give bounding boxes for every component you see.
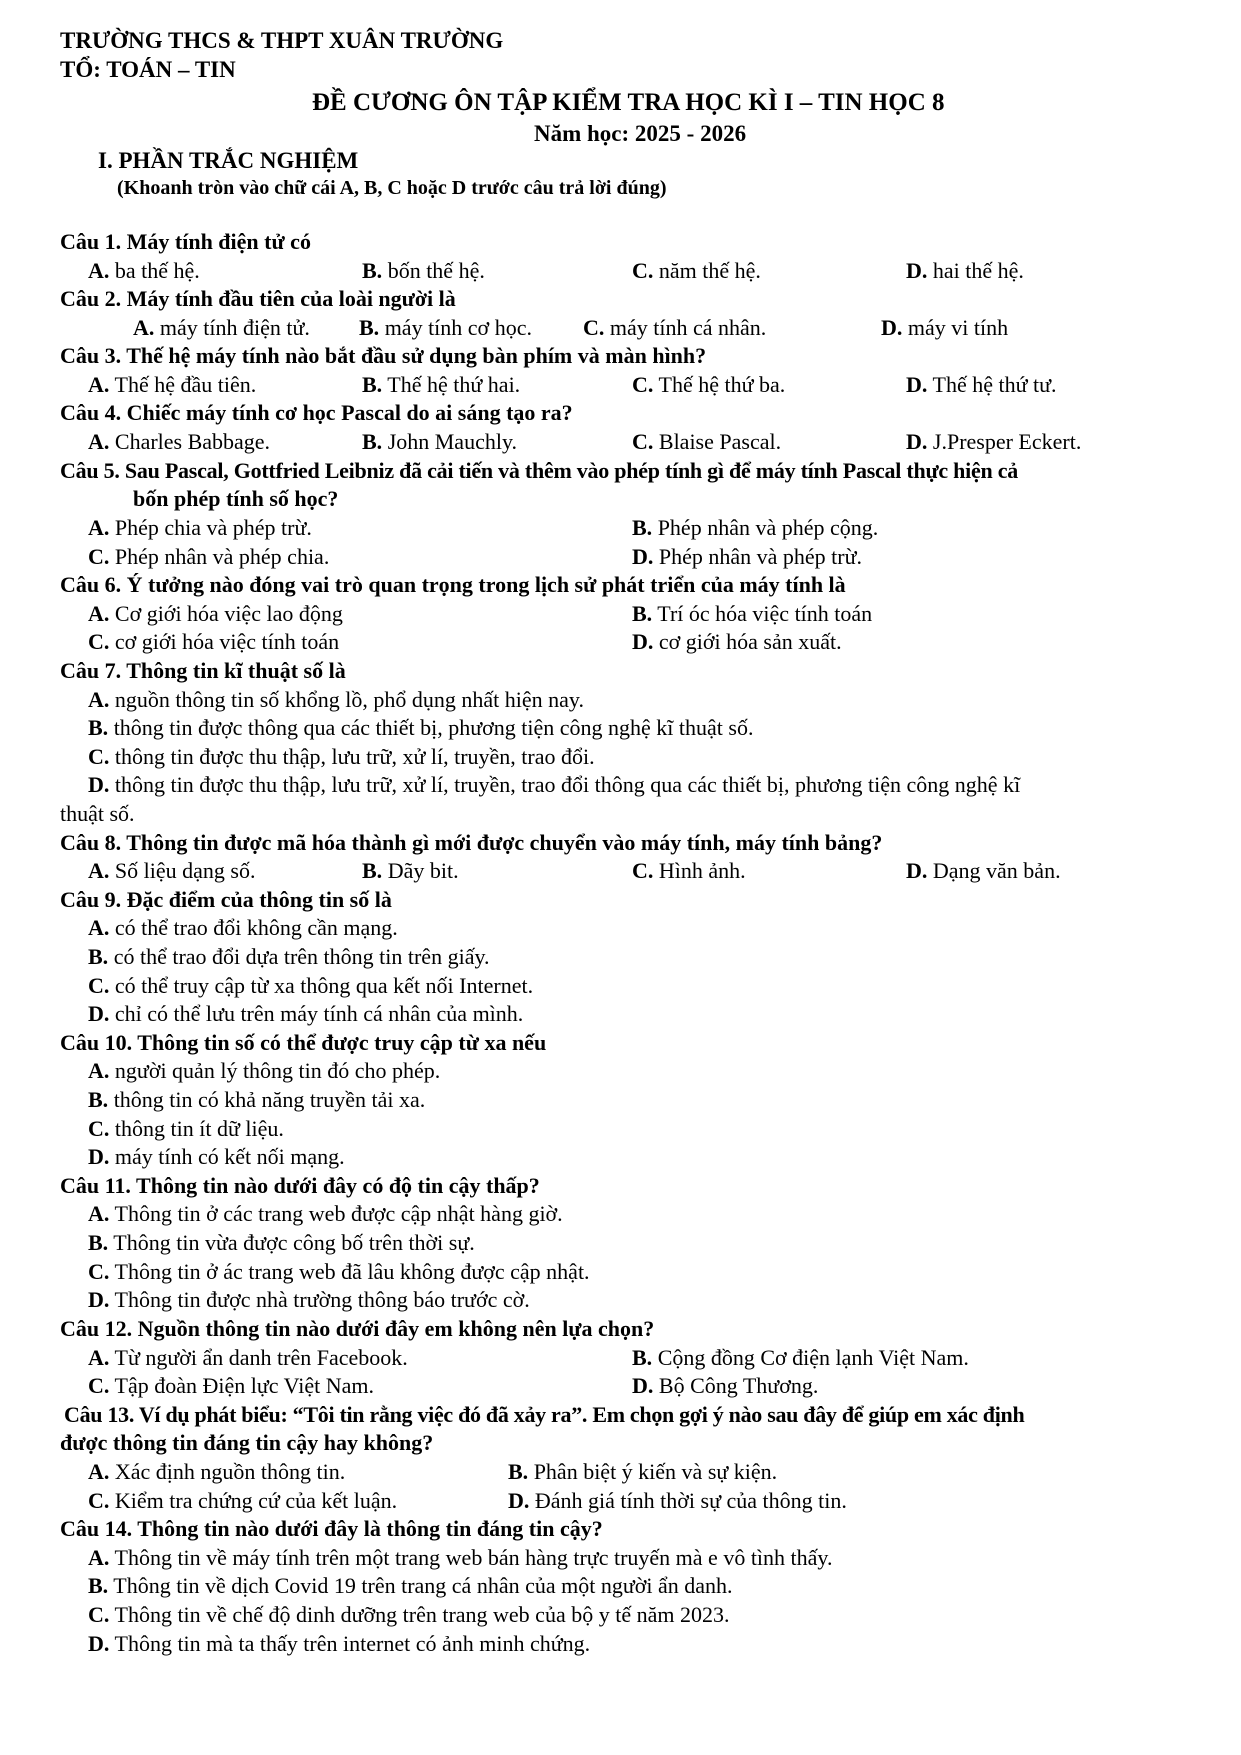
question-option-14d: D. Thông tin mà ta thấy trên internet có ảnh minh chứng. — [88, 1631, 591, 1656]
question-option-10d: D. máy tính có kết nối mạng. — [88, 1144, 345, 1169]
section-instruction: (Khoanh tròn vào chữ cái A, B, C hoặc D trước câu trả lời đúng) — [117, 177, 667, 199]
question-options-5-row1 — [0, 515, 1241, 544]
question-option-14b: B. Thông tin về dịch Covid 19 trên trang cá nhân của một người ẩn danh. — [88, 1573, 733, 1598]
option-a: A. Số liệu dạng số. — [88, 858, 256, 883]
option-d: D. Dạng văn bản. — [906, 858, 1061, 883]
page-title: ĐỀ CƯƠNG ÔN TẬP KIỂM TRA HỌC KÌ I – TIN HỌC 8 — [312, 89, 945, 116]
option-a: A. máy tính điện tử. — [133, 315, 310, 340]
question-stem-9: Câu 9. Đặc điểm của thông tin số là — [60, 887, 392, 912]
option-d: D. hai thế hệ. — [906, 258, 1024, 283]
option-a: A. Charles Babbage. — [88, 429, 271, 454]
question-stem-6: Câu 6. Ý tưởng nào đóng vai trò quan trọng trong lịch sử phát triển của máy tính là — [60, 572, 846, 597]
question-options-2 — [0, 315, 1241, 344]
option-b: B. Trí óc hóa việc tính toán — [632, 601, 873, 626]
question-options-13-row2 — [0, 1488, 1241, 1517]
question-options-13-row1 — [0, 1459, 1241, 1488]
option-c: C. máy tính cá nhân. — [583, 315, 767, 340]
school-year: Năm học: 2025 - 2026 — [534, 121, 747, 146]
question-options-3 — [0, 372, 1241, 401]
question-options-12-row2 — [0, 1373, 1241, 1402]
option-a: A. Cơ giới hóa việc lao động — [88, 601, 343, 626]
option-b: B. máy tính cơ học. — [359, 315, 532, 340]
option-a: A. Từ người ẩn danh trên Facebook. — [88, 1345, 408, 1370]
question-options-12-row1 — [0, 1345, 1241, 1374]
question-stem-14: Câu 14. Thông tin nào dưới đây là thông tin đáng tin cậy? — [60, 1516, 603, 1541]
option-c: C. Kiểm tra chứng cứ của kết luận. — [88, 1488, 398, 1513]
question-option-11c: C. Thông tin ở ác trang web đã lâu không được cập nhật. — [88, 1259, 590, 1284]
option-b: B. Thế hệ thứ hai. — [362, 372, 521, 397]
question-option-10b: B. thông tin có khả năng truyền tải xa. — [88, 1087, 426, 1112]
option-d: D. Thế hệ thứ tư. — [906, 372, 1057, 397]
question-option-11b: B. Thông tin vừa được công bố trên thời sự. — [88, 1230, 475, 1255]
question-stem-2: Câu 2. Máy tính đầu tiên của loài người là — [60, 286, 456, 311]
option-a: A. ba thế hệ. — [88, 258, 200, 283]
option-c: C. Thế hệ thứ ba. — [632, 372, 786, 397]
question-options-5-row2 — [0, 544, 1241, 573]
question-option-7b: B. thông tin được thông qua các thiết bị, phương tiện công nghệ kĩ thuật số. — [88, 715, 754, 740]
question-option-14c: C. Thông tin về chế độ dinh dưỡng trên trang web của bộ y tế năm 2023. — [88, 1602, 730, 1627]
question-options-1 — [0, 258, 1241, 287]
option-d: D. Đánh giá tính thời sự của thông tin. — [508, 1488, 847, 1513]
question-stem-13: Câu 13. Ví dụ phát biểu: “Tôi tin rằng việc đó đã xảy ra”. Em chọn gợi ý nào sau đây để giúp em xác định — [64, 1402, 1025, 1427]
option-b: B. Phép nhân và phép cộng. — [632, 515, 879, 540]
question-option-11a: A. Thông tin ở các trang web được cập nhật hàng giờ. — [88, 1201, 563, 1226]
question-stem-11: Câu 11. Thông tin nào dưới đây có độ tin cậy thấp? — [60, 1173, 540, 1198]
question-option-9c: C. có thể truy cập từ xa thông qua kết nối Internet. — [88, 973, 534, 998]
section-heading: I. PHẦN TRẮC NGHIỆM — [98, 148, 359, 173]
option-d: D. Phép nhân và phép trừ. — [632, 544, 863, 569]
question-options-4 — [0, 429, 1241, 458]
option-d: D. Bộ Công Thương. — [632, 1373, 819, 1398]
option-c: C. Blaise Pascal. — [632, 429, 782, 454]
option-a: A. Xác định nguồn thông tin. — [88, 1459, 346, 1484]
question-option-7c: C. thông tin được thu thập, lưu trữ, xử lí, truyền, trao đổi. — [88, 744, 595, 769]
question-option-7d-cont: thuật số. — [60, 801, 135, 826]
option-b: B. Phân biệt ý kiến và sự kiện. — [508, 1459, 778, 1484]
question-option-9d: D. chỉ có thể lưu trên máy tính cá nhân của mình. — [88, 1001, 524, 1026]
option-d: D. cơ giới hóa sản xuất. — [632, 629, 842, 654]
question-stem-4: Câu 4. Chiếc máy tính cơ học Pascal do ai sáng tạo ra? — [60, 400, 573, 425]
option-b: B. Cộng đồng Cơ điện lạnh Việt Nam. — [632, 1345, 969, 1370]
question-stem-12: Câu 12. Nguồn thông tin nào dưới đây em không nên lựa chọn? — [60, 1316, 655, 1341]
option-c: C. Hình ảnh. — [632, 858, 746, 883]
question-stem-5: Câu 5. Sau Pascal, Gottfried Leibniz đã cải tiến và thêm vào phép tính gì để máy tính Pascal thực hiện cả — [60, 458, 1019, 483]
question-options-6-row1 — [0, 601, 1241, 630]
option-a: A. Thế hệ đầu tiên. — [88, 372, 257, 397]
question-option-7d: D. thông tin được thu thập, lưu trữ, xử lí, truyền, trao đổi thông qua các thiết bị, phương tiện công nghệ kĩ — [88, 772, 1021, 797]
question-option-9b: B. có thể trao đổi dựa trên thông tin trên giấy. — [88, 944, 490, 969]
question-option-10c: C. thông tin ít dữ liệu. — [88, 1116, 284, 1141]
question-option-14a: A. Thông tin về máy tính trên một trang web bán hàng trực truyến mà e vô tình thấy. — [88, 1545, 833, 1570]
question-option-7a: A. nguồn thông tin số khổng lồ, phổ dụng nhất hiện nay. — [88, 687, 584, 712]
question-stem-10: Câu 10. Thông tin số có thể được truy cập từ xa nếu — [60, 1030, 547, 1055]
option-b: B. John Mauchly. — [362, 429, 518, 454]
option-a: A. Phép chia và phép trừ. — [88, 515, 312, 540]
question-option-11d: D. Thông tin được nhà trường thông báo trước cờ. — [88, 1287, 530, 1312]
option-c: C. cơ giới hóa việc tính toán — [88, 629, 340, 654]
question-stem-13-cont: được thông tin đáng tin cậy hay không? — [60, 1430, 434, 1455]
option-c: C. Phép nhân và phép chia. — [88, 544, 330, 569]
department-name: TỔ: TOÁN – TIN — [60, 57, 236, 82]
question-stem-8: Câu 8. Thông tin được mã hóa thành gì mới được chuyển vào máy tính, máy tính bảng? — [60, 830, 883, 855]
option-b: B. bốn thế hệ. — [362, 258, 485, 283]
question-options-8 — [0, 858, 1241, 887]
question-stem-1: Câu 1. Máy tính điện tử có — [60, 229, 311, 254]
question-stem-5-cont: bốn phép tính số học? — [133, 486, 339, 511]
option-c: C. Tập đoàn Điện lực Việt Nam. — [88, 1373, 374, 1398]
option-b: B. Dãy bit. — [362, 858, 459, 883]
school-name: TRƯỜNG THCS & THPT XUÂN TRƯỜNG — [60, 28, 504, 53]
option-d: D. máy vi tính — [881, 315, 1009, 340]
option-c: C. năm thế hệ. — [632, 258, 761, 283]
question-stem-7: Câu 7. Thông tin kĩ thuật số là — [60, 658, 346, 683]
question-option-9a: A. có thể trao đổi không cần mạng. — [88, 915, 398, 940]
question-option-10a: A. người quản lý thông tin đó cho phép. — [88, 1058, 441, 1083]
question-options-6-row2 — [0, 629, 1241, 658]
option-d: D. J.Presper Eckert. — [906, 429, 1082, 454]
question-stem-3: Câu 3. Thế hệ máy tính nào bắt đầu sử dụng bàn phím và màn hình? — [60, 343, 707, 368]
